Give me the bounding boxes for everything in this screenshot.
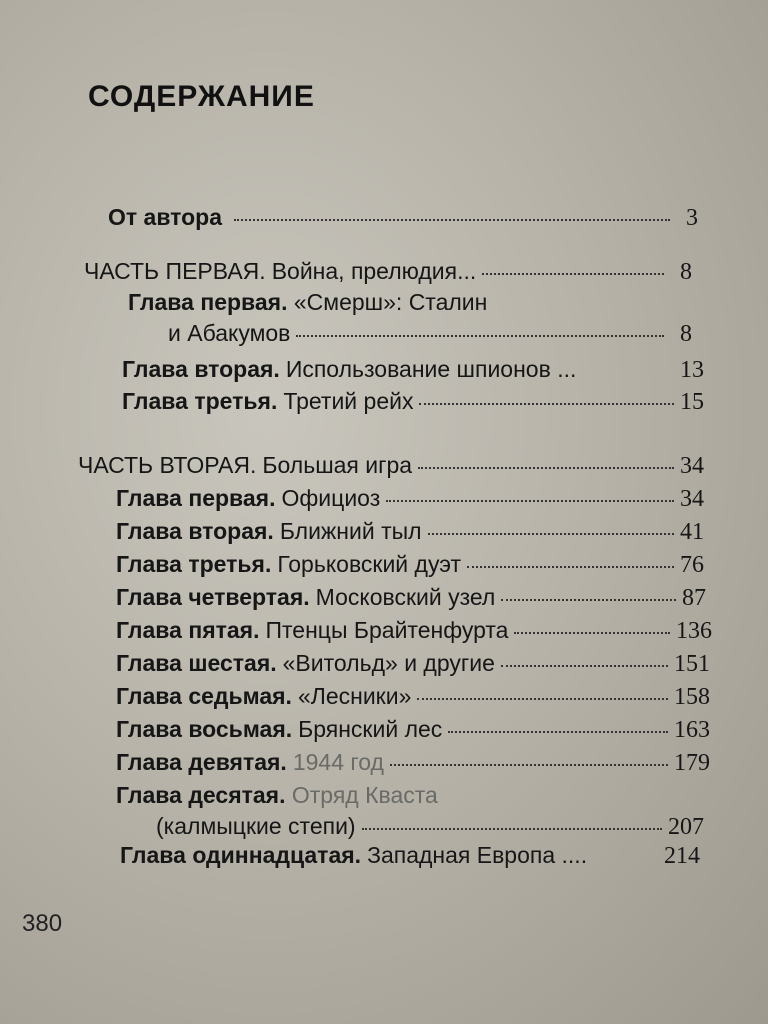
entry-label: Глава вторая. — [122, 356, 280, 382]
dot-leader — [362, 827, 662, 830]
toc-chapter-p2c9 — [116, 749, 710, 777]
entry-label: Глава седьмая. — [116, 683, 292, 709]
entry-page: 34 — [680, 486, 704, 512]
part-label: ЧАСТЬ ПЕРВАЯ. — [84, 258, 266, 284]
toc-part-one — [84, 258, 692, 286]
dot-leader — [514, 631, 670, 634]
entry-title-cont: (калмыцкие степи) — [156, 813, 356, 839]
entry-title: Брянский лес — [298, 716, 443, 742]
entry-page: 76 — [680, 552, 704, 578]
toc-chapter-p2c4 — [116, 584, 706, 612]
entry-title: Отряд Кваста — [291, 782, 438, 808]
entry-title: «Витольд» и другие — [282, 650, 495, 676]
entry-title: Птенцы Брайтенфурта — [265, 617, 509, 643]
entry-title: 1944 год — [292, 749, 384, 775]
entry-page: 34 — [680, 453, 704, 479]
dot-leader — [467, 565, 674, 568]
toc-chapter-p2c2 — [116, 518, 704, 546]
entry-title: Использование шпионов ... — [285, 356, 577, 382]
entry-label: Глава третья. — [122, 388, 278, 414]
dot-leader — [386, 499, 674, 502]
dot-leader — [419, 402, 674, 405]
entry-page: 163 — [674, 717, 710, 743]
entry-page: 151 — [674, 651, 710, 677]
entry-label: Глава девятая. — [116, 749, 287, 775]
entry-label: Глава пятая. — [116, 617, 260, 643]
entry-label: Глава десятая. — [116, 782, 286, 808]
entry-title: «Смерш»: Сталин — [293, 289, 488, 315]
dot-leader — [428, 532, 674, 535]
dot-leader — [448, 730, 668, 733]
toc-chapter-p2c5 — [116, 617, 712, 645]
entry-page: 3 — [686, 205, 698, 231]
dot-leader — [418, 466, 674, 469]
toc-chapter-p2c3 — [116, 551, 704, 579]
entry-label: Глава третья. — [116, 551, 272, 577]
part-label: ЧАСТЬ ВТОРАЯ. — [78, 452, 257, 478]
toc-chapter-p1c2 — [122, 356, 704, 384]
entry-page: 179 — [674, 750, 710, 776]
entry-page: 87 — [682, 585, 706, 611]
dot-leader — [482, 272, 664, 275]
toc-chapter-p2c6 — [116, 650, 710, 678]
entry-title: «Лесники» — [297, 683, 412, 709]
dot-leader — [501, 598, 676, 601]
entry-title: Ближний тыл — [279, 518, 422, 544]
entry-page: 41 — [680, 519, 704, 545]
entry-label: Глава первая. — [116, 485, 276, 511]
part-title: Война, прелюдия... — [271, 258, 477, 284]
entry-page: 214 — [664, 843, 700, 869]
entry-label: Глава вторая. — [116, 518, 274, 544]
entry-page: 8 — [680, 259, 692, 285]
dot-leader — [234, 218, 670, 221]
entry-label: Глава четвертая. — [116, 584, 310, 610]
entry-title: Московский узел — [315, 584, 496, 610]
toc-chapter-p2c8 — [116, 716, 710, 744]
entry-title: Западная Европа .... — [367, 842, 588, 868]
entry-title: Официоз — [281, 485, 381, 511]
dot-leader — [296, 334, 664, 337]
entry-page: 15 — [680, 389, 704, 415]
entry-label: Глава одиннадцатая. — [120, 842, 362, 868]
page-title: СОДЕРЖАНИЕ — [88, 80, 315, 113]
entry-title-cont: и Абакумов — [168, 320, 291, 346]
toc-part-two — [78, 452, 704, 480]
entry-page: 136 — [676, 618, 712, 644]
entry-label: Глава первая. — [128, 289, 288, 315]
toc-chapter-p2c11 — [120, 842, 700, 870]
page-number: 380 — [22, 910, 63, 937]
toc-chapter-p1c1-line2 — [168, 320, 692, 348]
entry-title: Горьковский дуэт — [277, 551, 461, 577]
entry-page: 207 — [668, 814, 704, 840]
dot-leader — [501, 664, 668, 667]
toc-chapter-p2c7 — [116, 683, 710, 711]
toc-chapter-p1c1-line1 — [128, 289, 487, 316]
entry-label: От автора — [108, 204, 223, 230]
entry-label: Глава восьмая. — [116, 716, 293, 742]
toc-chapter-p2c1 — [116, 485, 704, 513]
toc-chapter-p2c10-line2 — [156, 813, 704, 841]
dot-leader — [417, 697, 668, 700]
entry-label: Глава шестая. — [116, 650, 277, 676]
entry-page: 13 — [680, 357, 704, 383]
toc-chapter-p2c10-line1 — [116, 782, 438, 809]
part-title: Большая игра — [262, 452, 413, 478]
toc-entry-author — [108, 204, 698, 232]
entry-title: Третий рейх — [283, 388, 414, 414]
toc-chapter-p1c3 — [122, 388, 704, 416]
dot-leader — [390, 763, 668, 766]
entry-page: 8 — [680, 321, 692, 347]
entry-page: 158 — [674, 684, 710, 710]
